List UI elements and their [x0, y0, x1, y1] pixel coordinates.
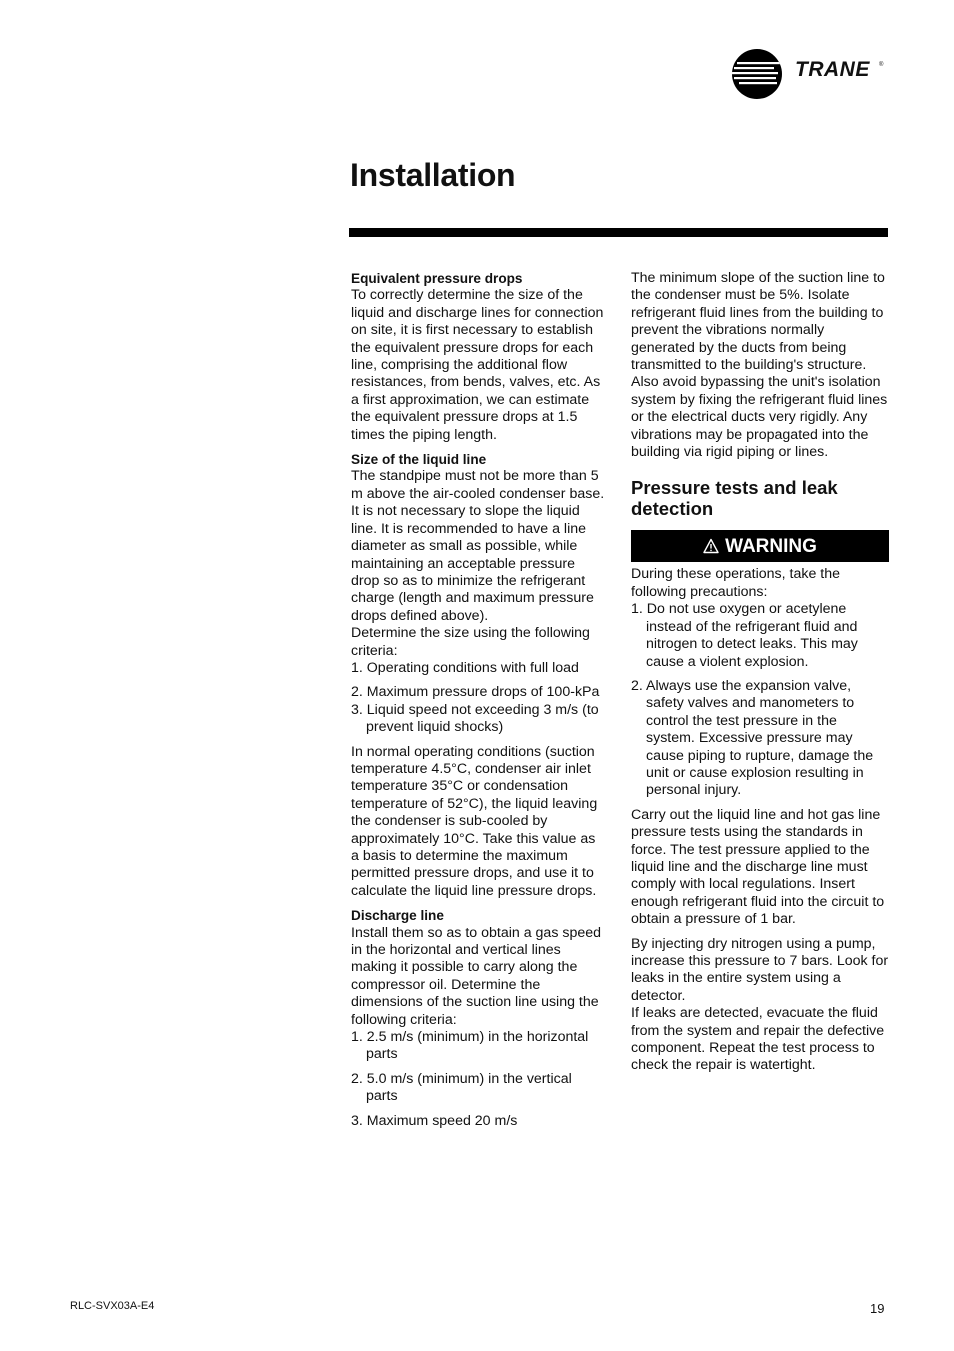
document-number: RLC-SVX03A-E4	[70, 1300, 155, 1312]
list-item: 1. 2.5 m/s (minimum) in the horizontal parts	[351, 1029, 589, 1063]
list-item: 1. Operating conditions with full load	[351, 659, 579, 676]
list-item: 2. Always use the expansion valve, safety valves and manometers to control the test pressure in the system. Excessive pressure may cause piping to rupture, damage the unit or cause explosion resulting in personal injury.	[631, 677, 874, 799]
logo-wordmark: TRANE	[795, 58, 870, 81]
list-item: 2. 5.0 m/s (minimum) in the vertical parts	[351, 1070, 572, 1105]
list-item: 1. Do not use oxygen or acetylene instead of the refrigerant fluid and nitrogen to detect leaks. This may cause a violent explosion.	[631, 601, 858, 670]
liquid-line-heading: Size of the liquid line	[351, 452, 487, 468]
pressure-test-text: Carry out the liquid line and hot gas line pressure tests using the standards in force. The test pressure applied to the liquid line and the discharge line must comply with local regulations. Insert enough refrigerant fluid into the circuit to obtain a pressure of 1 bar.	[631, 806, 885, 928]
trane-logo	[731, 48, 891, 100]
registered-mark: ®	[879, 62, 884, 68]
liquid-criteria-list	[351, 660, 607, 737]
liquid-criteria-intro: Determine the size using the following criteria:	[351, 625, 590, 659]
suction-slope-text: The minimum slope of the suction line to the condenser must be 5%. Isolate refrigerant fluid lines from the building to prevent the vibrations normally generated by the ducts from being transmitted to the building's structure. Also avoid bypassing the unit's isolation system by fixing the refrigerant fluid lines or the electrical ducts very rigidly. Any vibrations may be propagated into the building via rigid piping or lines.	[631, 270, 888, 461]
warning-label: WARNING	[725, 535, 817, 557]
leaks-text: If leaks are detected, evacuate the fluid from the system and repair the defective component. Repeat the test process to check the repair is watertight.	[631, 1005, 885, 1074]
liquid-line-text: The standpipe must not be more than 5 m above the air-cooled condenser base. It is not necessary to slope the liquid line. It is recommended to have a line diameter as small as possible, while maintaining an acceptable pressure drop so as to minimize the refrigerant charge (length and maximum pressure drops defined above).	[351, 468, 605, 624]
warning-banner	[631, 530, 889, 562]
list-item: 3. Maximum speed 20 m/s	[351, 1112, 518, 1129]
discharge-line-text: Install them so as to obtain a gas speed in the horizontal and vertical lines making it possible to carry along the compressor oil. Determine the dimensions of the suction line using the following criteria:	[351, 924, 602, 1028]
trane-globe-icon	[731, 48, 783, 100]
list-item: 2. Maximum pressure drops of 100-kPa	[351, 684, 600, 701]
page-title: Installation	[350, 157, 516, 193]
precautions-list	[631, 601, 889, 799]
left-column	[351, 270, 607, 1137]
equivalent-pressure-heading: Equivalent pressure drops	[351, 271, 523, 286]
precautions-intro: During these operations, take the following precautions:	[631, 566, 841, 600]
warning-triangle-icon	[703, 538, 719, 554]
title-rule	[349, 228, 888, 237]
discharge-criteria-list	[351, 1029, 607, 1130]
normal-conditions-text: In normal operating conditions (suction temperature 4.5°C, condenser air inlet temperature 35°C or condensation temperature of 52°C), the liquid leaving the condenser is sub-cooled by approximately 10°C. Take this value as a basis to determine the maximum permitted pressure drops, and use it to calculate the liquid line pressure drops.	[351, 743, 598, 899]
discharge-line-heading: Discharge line	[351, 908, 444, 924]
section-heading: Pressure tests and leak detection	[631, 477, 838, 520]
nitrogen-text: By injecting dry nitrogen using a pump, increase this pressure to 7 bars. Look for leaks in the entire system using a detector.	[631, 935, 889, 1004]
page-number: 19	[870, 1301, 885, 1316]
list-item: 3. Liquid speed not exceeding 3 m/s (to prevent liquid shocks)	[351, 701, 599, 736]
equivalent-pressure-text: To correctly determine the size of the liquid and discharge lines for connection on site, it is first necessary to establish the equivalent pressure drops for each line, comprising the additional flow resistances, from bends, valves, etc. As a first approximation, we can estimate the equivalent pressure drops at 1.5 times the piping length.	[351, 287, 604, 443]
right-column	[631, 270, 889, 1082]
